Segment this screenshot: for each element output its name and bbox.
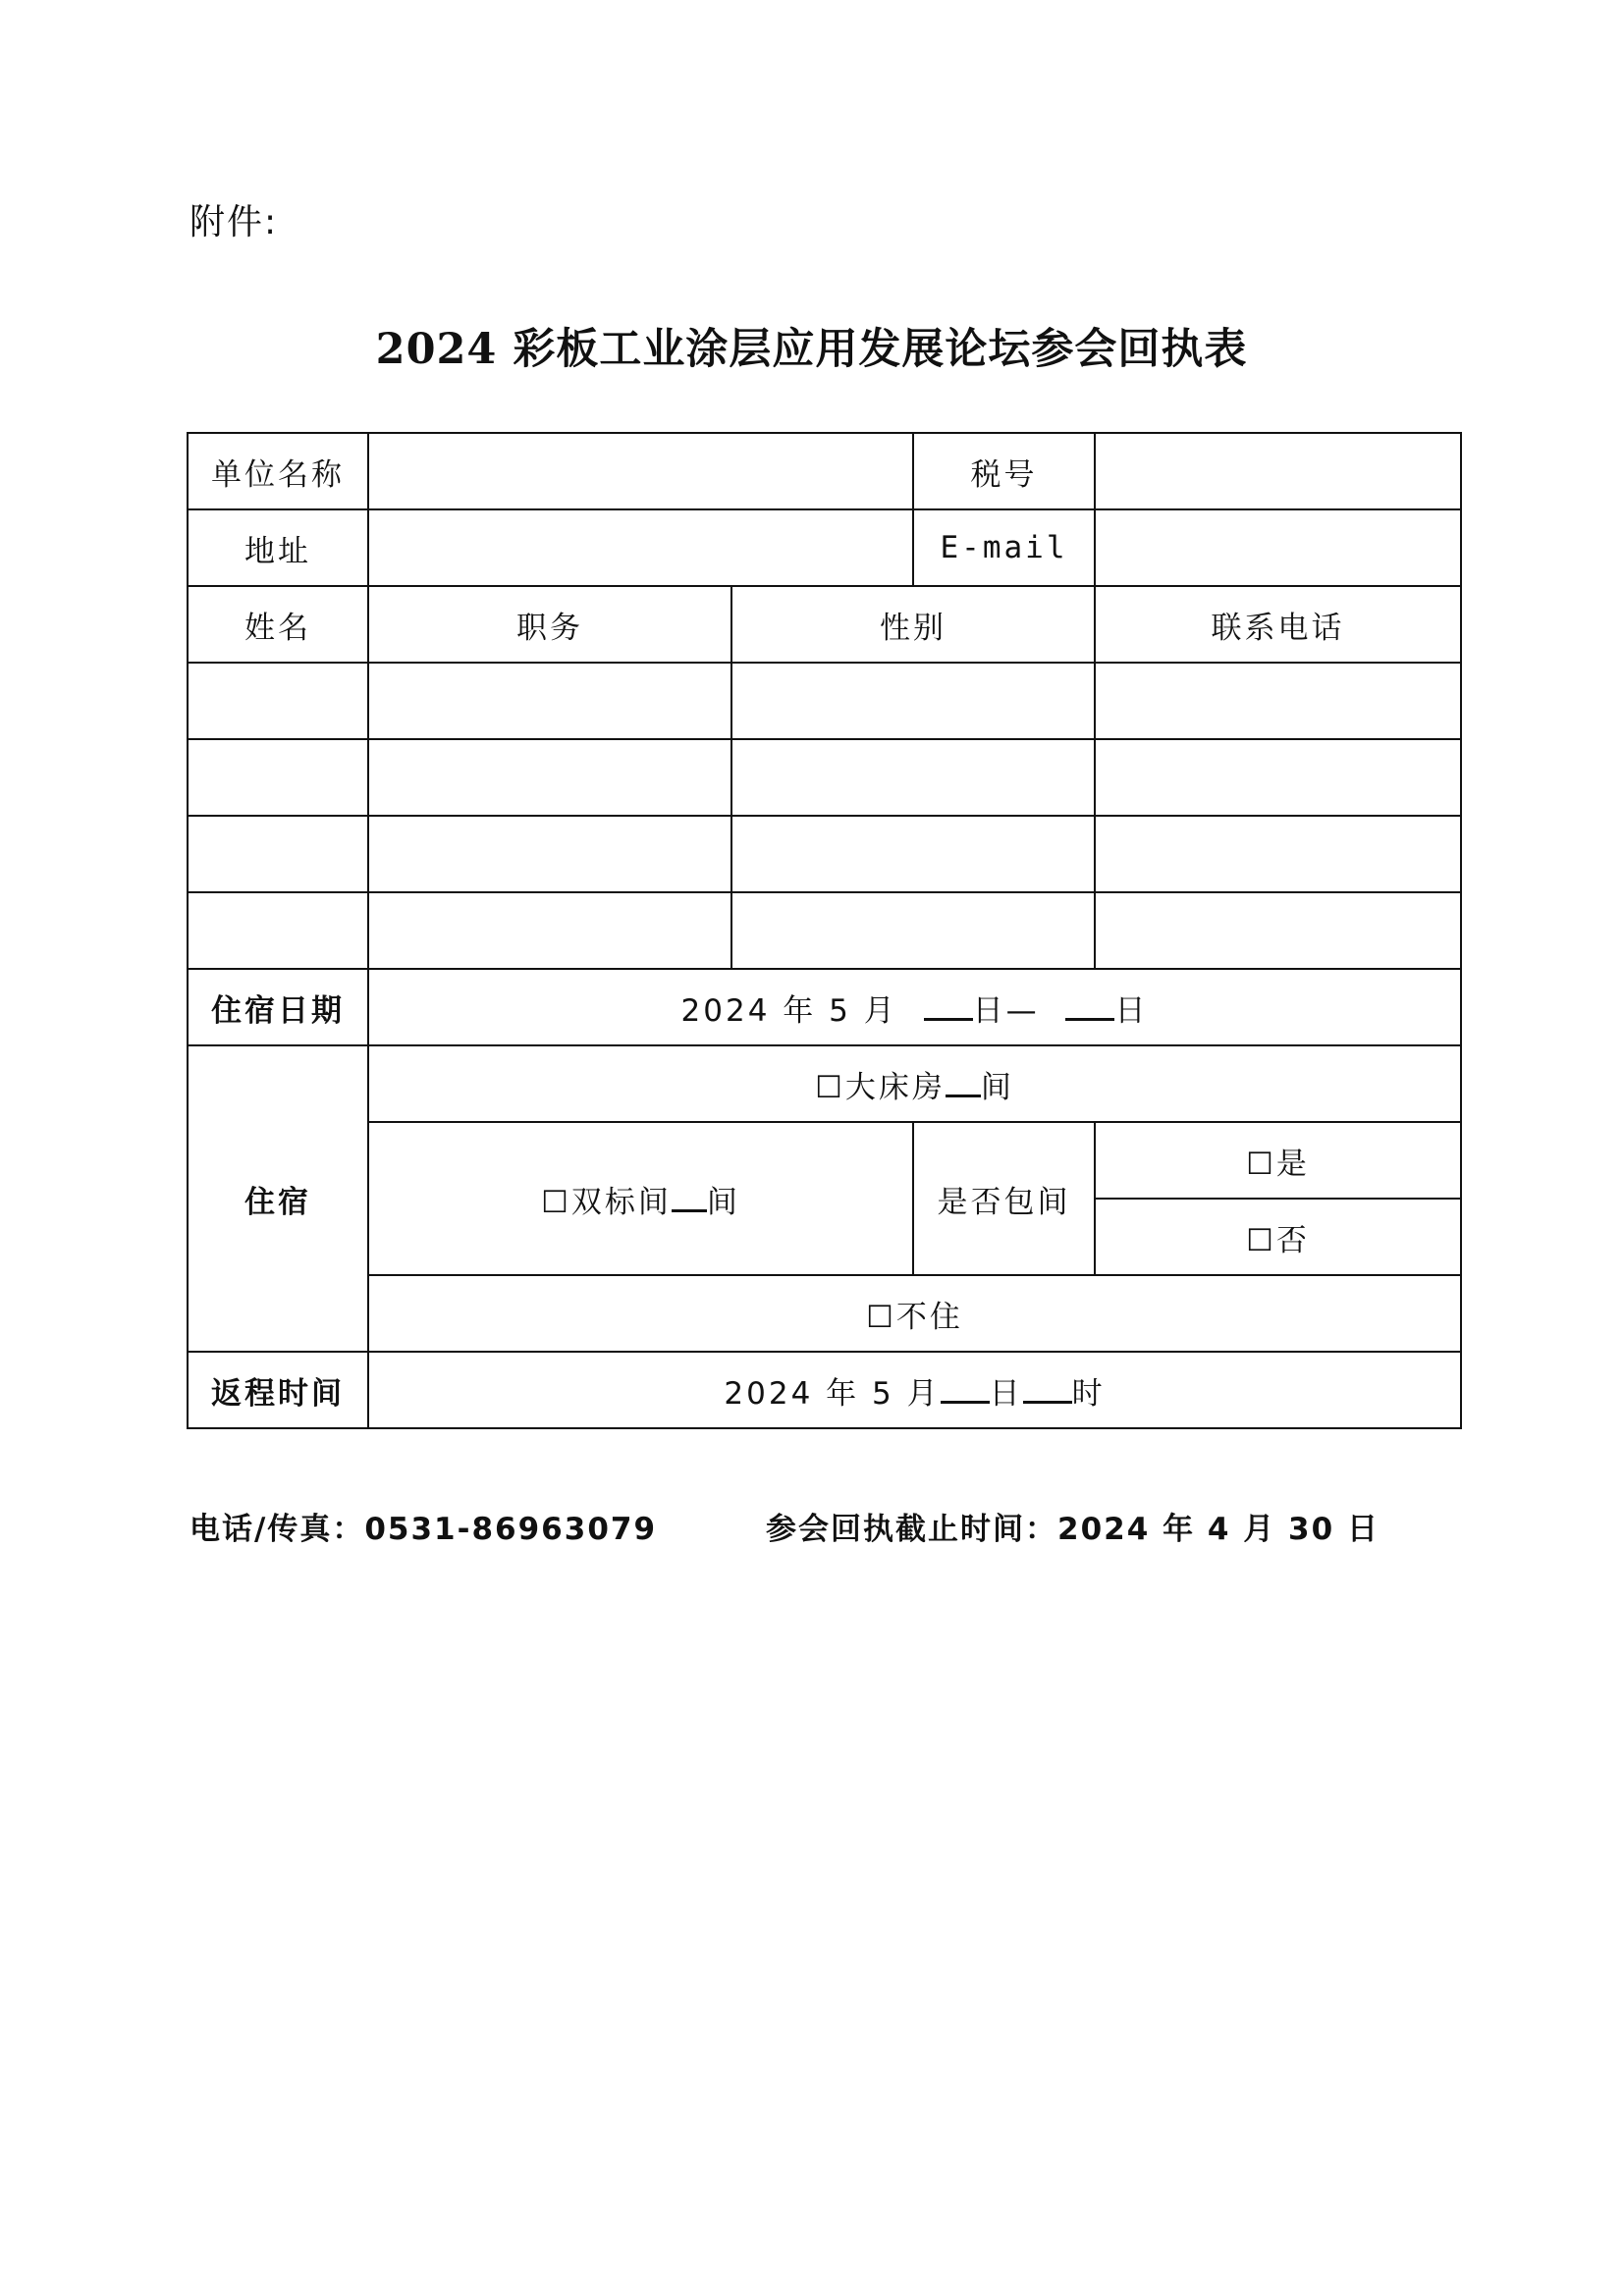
- attendee-position-field[interactable]: [368, 816, 731, 892]
- check-out-day-blank[interactable]: [1065, 992, 1114, 1021]
- tax-id-label: 税号: [913, 433, 1095, 509]
- attendee-phone-field[interactable]: [1095, 663, 1461, 739]
- attendee-position-field[interactable]: [368, 739, 731, 816]
- address-label: 地址: [188, 509, 368, 586]
- king-room-count-blank[interactable]: [946, 1069, 981, 1097]
- twin-room-row: [188, 1122, 1461, 1199]
- column-header-gender: 性别: [731, 586, 1095, 663]
- attendee-position-field[interactable]: [368, 663, 731, 739]
- attendee-phone-field[interactable]: [1095, 816, 1461, 892]
- attendee-gender-field[interactable]: [731, 892, 1095, 969]
- attendee-gender-field[interactable]: [731, 663, 1095, 739]
- tax-id-field[interactable]: [1095, 433, 1461, 509]
- private-room-label: 是否包间: [913, 1122, 1095, 1275]
- no-stay-row: [188, 1275, 1461, 1352]
- check-in-day-blank[interactable]: [924, 992, 973, 1021]
- return-time-field[interactable]: [368, 1352, 1461, 1428]
- return-time-prefix: 2024 年 5 月: [724, 1375, 941, 1412]
- attendee-name-field[interactable]: [188, 739, 368, 816]
- column-header-phone: 联系电话: [1095, 586, 1461, 663]
- attachment-label: 附件:: [189, 202, 279, 242]
- return-day-unit: 日: [989, 1375, 1023, 1412]
- page-title: 2024 彩板工业涂层应用发展论坛参会回执表: [375, 325, 1248, 374]
- stay-dates-end: 日: [1114, 992, 1149, 1029]
- address-field[interactable]: [368, 509, 913, 586]
- twin-room-count-blank[interactable]: [672, 1184, 707, 1212]
- attendee-name-field[interactable]: [188, 892, 368, 969]
- king-room-unit: 间: [980, 1069, 1014, 1105]
- king-room-row: [188, 1045, 1461, 1122]
- attendee-name-field[interactable]: [188, 816, 368, 892]
- return-time-row: [188, 1352, 1461, 1428]
- attendee-row: [188, 739, 1461, 816]
- attendee-header-row: [188, 586, 1461, 663]
- address-row: [188, 509, 1461, 586]
- attendee-row: [188, 892, 1461, 969]
- unit-row: [188, 433, 1461, 509]
- return-time-label: 返程时间: [188, 1352, 368, 1428]
- unit-name-label: 单位名称: [188, 433, 368, 509]
- accommodation-label: 住宿: [188, 1045, 368, 1352]
- attendee-row: [188, 816, 1461, 892]
- column-header-position: 职务: [368, 586, 731, 663]
- deadline-text: 参会回执截止时间：2024 年 4 月 30 日: [766, 1512, 1380, 1547]
- king-room-checkbox-label[interactable]: ☐大床房: [815, 1069, 946, 1105]
- attendee-name-field[interactable]: [188, 663, 368, 739]
- stay-dates-separator: 日—: [972, 992, 1040, 1029]
- twin-room-option[interactable]: [368, 1122, 913, 1275]
- stay-dates-prefix: 2024 年 5 月: [680, 992, 897, 1029]
- unit-name-field[interactable]: [368, 433, 913, 509]
- no-stay-checkbox[interactable]: ☐不住: [368, 1275, 1461, 1352]
- stay-dates-field[interactable]: [368, 969, 1461, 1045]
- return-hour-blank[interactable]: [1023, 1375, 1072, 1404]
- attendee-gender-field[interactable]: [731, 816, 1095, 892]
- email-label: E-mail: [913, 509, 1095, 586]
- twin-room-unit: 间: [706, 1184, 740, 1220]
- email-field[interactable]: [1095, 509, 1461, 586]
- column-header-name: 姓名: [188, 586, 368, 663]
- stay-dates-row: [188, 969, 1461, 1045]
- attendee-position-field[interactable]: [368, 892, 731, 969]
- twin-room-checkbox-label[interactable]: ☐双标间: [541, 1184, 672, 1220]
- private-room-no-checkbox[interactable]: ☐否: [1095, 1199, 1461, 1275]
- attendee-gender-field[interactable]: [731, 739, 1095, 816]
- king-room-option[interactable]: [368, 1045, 1461, 1122]
- attendee-phone-field[interactable]: [1095, 739, 1461, 816]
- return-day-blank[interactable]: [941, 1375, 990, 1404]
- attendee-row: [188, 663, 1461, 739]
- stay-dates-label: 住宿日期: [188, 969, 368, 1045]
- private-room-yes-checkbox[interactable]: ☐是: [1095, 1122, 1461, 1199]
- phone-fax-text: 电话/传真：0531-86963079: [189, 1512, 658, 1547]
- registration-form-table: [187, 432, 1462, 1429]
- attendee-phone-field[interactable]: [1095, 892, 1461, 969]
- return-hour-unit: 时: [1071, 1375, 1106, 1412]
